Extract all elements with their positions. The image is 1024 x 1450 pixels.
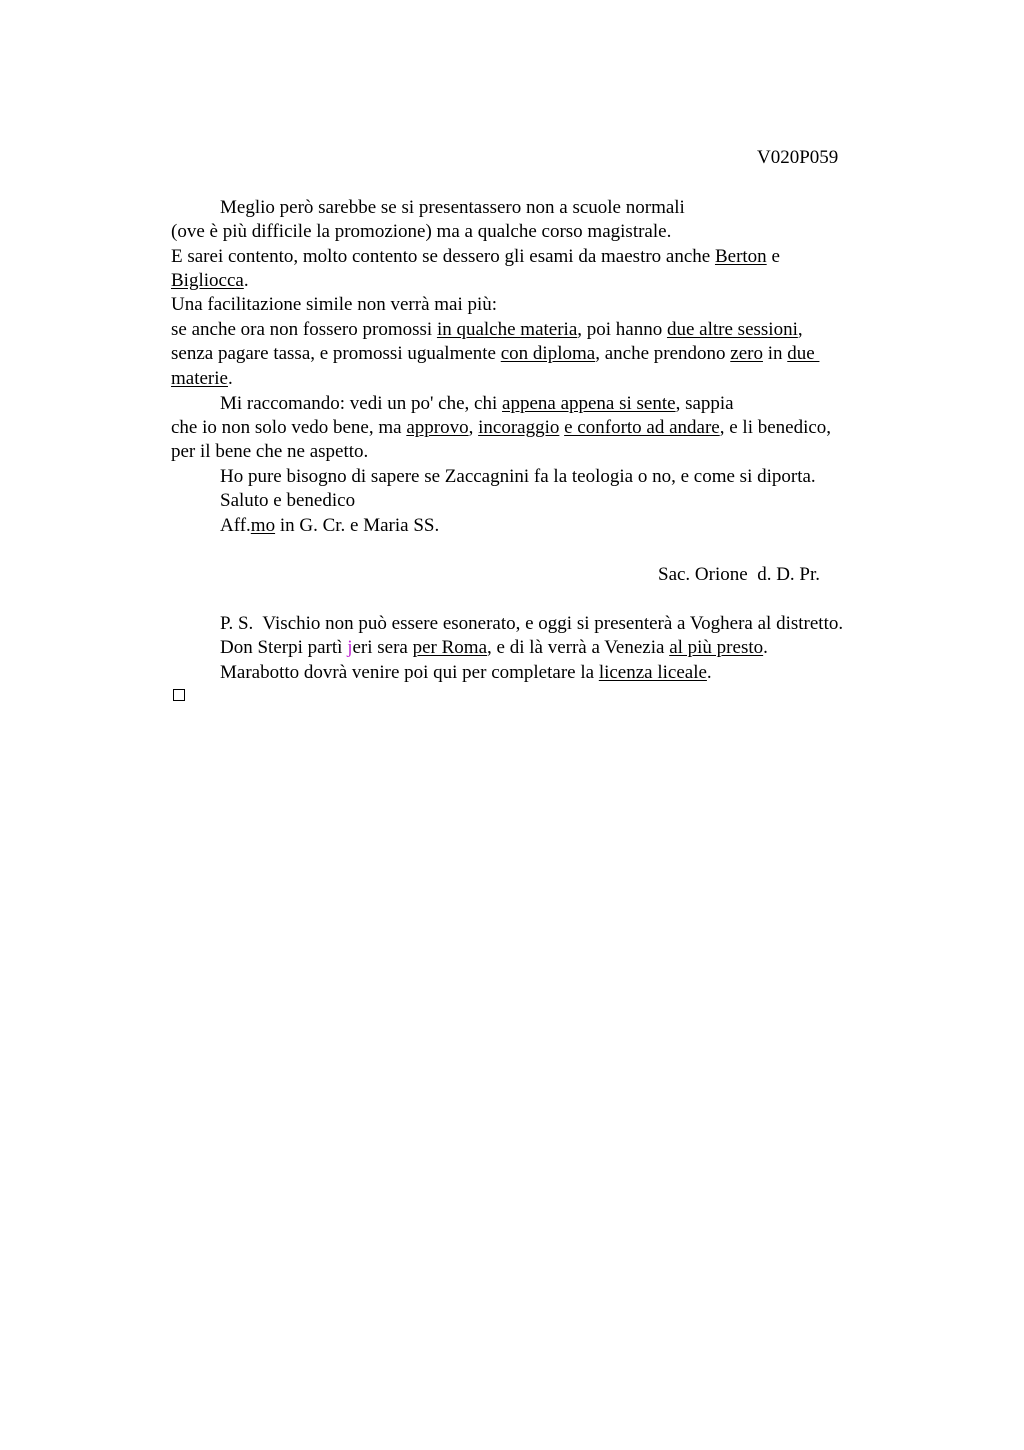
text-segment: . (706, 662, 712, 683)
text-segment: Ho pure bisogno di sapere se Zaccagnini fa la teologia o no, e come si diporta. (220, 466, 816, 487)
text-segment: se anche ora non fossero promossi (171, 319, 437, 340)
underlined-name: Bigliocca (171, 270, 244, 291)
text-segment: Saluto e benedico (220, 490, 356, 511)
underlined-phrase: appena appena si sente (502, 393, 676, 414)
underlined-phrase: per Roma (412, 637, 488, 658)
checkbox-icon (173, 689, 185, 701)
underlined-name: Berton (714, 246, 767, 267)
text-segment: che io non solo vedo bene, ma (171, 417, 407, 438)
underlined-phrase: incoraggio (478, 417, 560, 438)
text-segment: Meglio però sarebbe se si presentassero non a scuole normali (220, 197, 685, 218)
text-segment: , (797, 319, 803, 340)
paragraph-line (171, 220, 671, 244)
paragraph-line (171, 367, 233, 391)
text-segment: , e di là verrà a Venezia (487, 637, 670, 658)
text-segment: . (763, 637, 768, 658)
underlined-abbrev: mo (250, 515, 276, 536)
paragraph-line (171, 440, 368, 464)
text-segment: in G. Cr. e Maria SS. (275, 515, 440, 536)
text-segment: senza pagare tassa, e promossi ugualmente (171, 343, 501, 364)
document-id: V020P059 (757, 147, 839, 168)
text-segment: Marabotto dovrà venire poi qui per completare la (220, 662, 599, 683)
paragraph-line (171, 318, 803, 342)
postscript-line (220, 612, 843, 636)
underlined-phrase: e conforto ad andare (564, 417, 720, 438)
signature: Sac. Orione d. D. Pr. (658, 564, 821, 585)
postscript-line (220, 661, 712, 685)
paragraph-line (171, 416, 831, 440)
highlighted-letter: j (347, 637, 353, 658)
underlined-phrase: licenza liceale (598, 662, 707, 683)
paragraph-line (171, 245, 780, 269)
text-segment: per il bene che ne aspetto. (171, 441, 369, 462)
paragraph-line (220, 392, 734, 416)
underlined-phrase: due (787, 343, 820, 364)
paragraph-line (171, 342, 819, 366)
text-segment: , poi hanno (577, 319, 667, 340)
paragraph-line (220, 465, 816, 489)
underlined-phrase: approvo (406, 417, 469, 438)
paragraph-line (220, 196, 685, 220)
postscript-line (220, 636, 768, 660)
text-segment: , anche prendono (595, 343, 731, 364)
paragraph-line (171, 293, 497, 317)
underlined-phrase: zero (730, 343, 763, 364)
text-segment: eri sera (352, 637, 413, 658)
underlined-phrase: al più presto (669, 637, 764, 658)
text-segment: . (227, 368, 233, 389)
text-segment: , e li benedico, (719, 417, 832, 438)
underlined-phrase: in qualche materia (436, 319, 578, 340)
text-segment: E sarei contento, molto contento se dessero gli esami da maestro anche (171, 246, 715, 267)
closing-line (220, 489, 355, 513)
text-segment: . (243, 270, 249, 291)
closing-line (220, 514, 439, 538)
text-segment: Aff. (220, 515, 251, 536)
text-segment: Una facilitazione simile non verrà mai più: (171, 294, 498, 315)
text-segment: (ove è più difficile la promozione) ma a qualche corso magistrale. (171, 221, 672, 242)
text-segment: P. S. Vischio non può essere esonerato, e oggi si presenterà a Voghera al distretto. (220, 613, 844, 634)
paragraph-line (171, 269, 249, 293)
text-segment: , sappia (675, 393, 734, 414)
underlined-phrase: due altre sessioni (666, 319, 798, 340)
text-segment: e (766, 246, 780, 267)
text-segment: Mi raccomando: vedi un po' che, chi (220, 393, 503, 414)
text-segment: Don Sterpi partì (220, 637, 348, 658)
text-segment: , (468, 417, 479, 438)
text-segment: in (762, 343, 788, 364)
underlined-phrase: con diploma (500, 343, 596, 364)
underlined-phrase: materie (171, 368, 228, 389)
